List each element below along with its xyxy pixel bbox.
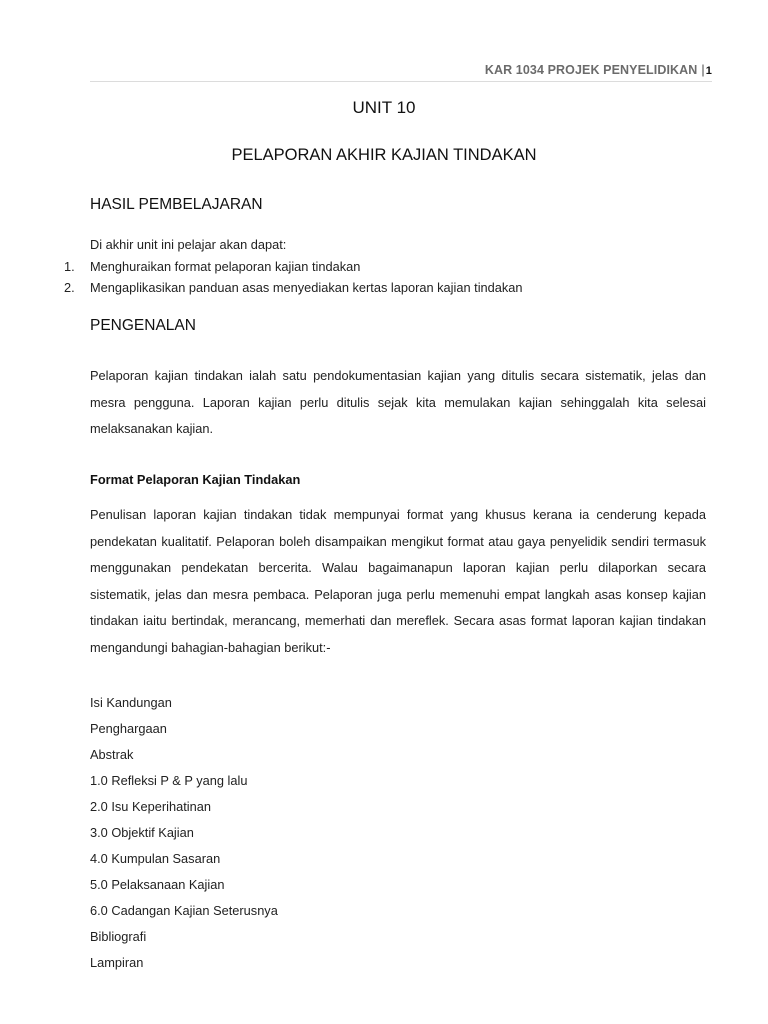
section-item: Isi Kandungan [90,695,172,710]
list-text: Menghuraikan format pelaporan kajian tindakan [90,259,361,274]
page-header [485,63,712,77]
section-item: 2.0 Isu Keperihatinan [90,799,211,814]
learning-outcomes-list [64,256,523,298]
section-item: Lampiran [90,955,144,970]
section-item: Penghargaan [90,721,167,736]
pengenalan-heading: PENGENALAN [90,317,196,334]
list-text: Mengaplikasikan panduan asas menyediakan kertas laporan kajian tindakan [90,280,523,295]
report-sections-list [90,690,278,976]
hasil-intro: Di akhir unit ini pelajar akan dapat: [90,237,287,252]
page-number: 1 [705,65,712,77]
list-number: 2. [64,280,75,295]
document-title: PELAPORAN AKHIR KAJIAN TINDAKAN [231,146,537,164]
section-item: 6.0 Cadangan Kajian Seterusnya [90,903,278,918]
format-paragraph: Penulisan laporan kajian tindakan tidak mempunyai format yang khusus kerana ia cenderung kepada pendekatan kualitatif. Pelaporan boleh disampaikan mengikut format atau gaya penyelidik sendiri termasuk menggunakan pendekatan bercerita. Walau bagaimanapun laporan kajian perlu dilaporkan secara sistematik, jelas dan mesra pembaca. Pelaporan juga perlu memenuhi empat langkah asas konsep kajian tindakan iaitu bertindak, merancang, memerhati dan mereflek. Secara asas format laporan kajian tindakan mengandungi bahagian-bahagian berikut:- [90,507,706,655]
format-heading: Format Pelaporan Kajian Tindakan [90,472,301,487]
unit-heading: UNIT 10 [352,98,416,117]
course-title: KAR 1034 PROJEK PENYELIDIKAN [484,63,698,77]
header-rule [90,81,712,82]
section-item: 3.0 Objektif Kajian [90,825,194,840]
section-item: 5.0 Pelaksanaan Kajian [90,877,225,892]
list-number: 1. [64,259,75,274]
header-separator: | [701,63,705,77]
list-item [64,256,523,277]
pengenalan-paragraph: Pelaporan kajian tindakan ialah satu pendokumentasian kajian yang ditulis secara sistematik, jelas dan mesra pengguna. Laporan kajian perlu ditulis sejak kita memulakan kajian sehinggalah kita selesai melaksanakan kajian. [90,368,706,436]
hasil-heading: HASIL PEMBELAJARAN [90,196,263,213]
section-item: Abstrak [90,747,134,762]
list-item [64,277,523,298]
section-item: Bibliografi [90,929,147,944]
section-item: 1.0 Refleksi P & P yang lalu [90,773,248,788]
section-item: 4.0 Kumpulan Sasaran [90,851,221,866]
